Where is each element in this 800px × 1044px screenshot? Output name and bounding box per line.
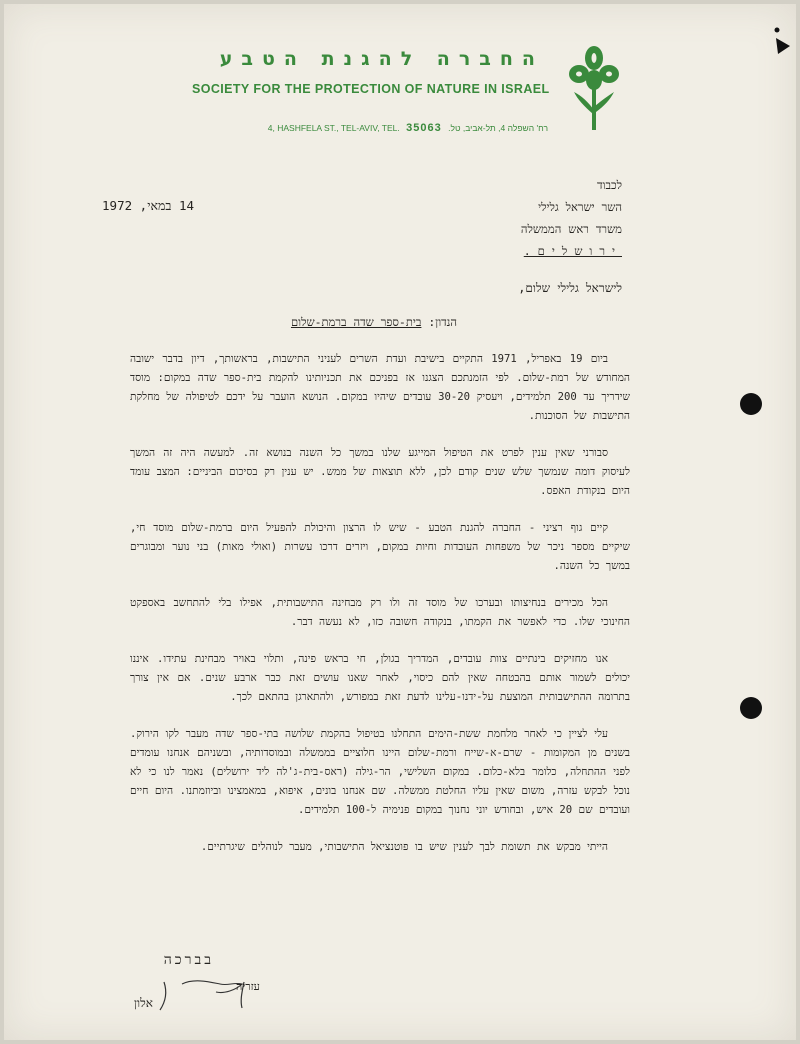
subject-text: בית-ספר שדה ברמת-שלום (290, 315, 422, 329)
letterhead-hebrew-name: החברה להגנת הטבע (219, 48, 544, 70)
signoff: בברכה (163, 952, 214, 968)
address-phone: 35063 (406, 122, 442, 134)
signer-first-name: עזריה (236, 980, 260, 993)
paragraph: ביום 19 באפריל, 1971 התקיים בישיבת ועדת השרים לעניני התישבות, בראשותך, דיון בדבר ישובה המחודש של רמת-שלום. לפי הזמנתכם הצגנו אז בפניכם את תכניותינו להקמת בית-ספר שדה במקום: מוסד שידריך עד 200 תלמידים, ויעסיק 30-20 עובדים שיהיו במקום. הנושא הועבר על ידכם לטיפולה של מחלקת התישבות של הסוכנות. (130, 353, 630, 422)
letterhead-address (204, 122, 548, 134)
recipient-block (394, 174, 622, 262)
signer-last-name: אלון (134, 996, 153, 1010)
letter-page (4, 4, 796, 1040)
letter-body (130, 350, 630, 875)
punch-hole (740, 697, 762, 719)
letter-date: 14 במאי, 1972 (102, 198, 194, 213)
paragraph: עלי לציין כי לאחר מלחמת ששת-הימים התחלנו בטיפול בהקמת שלושה בתי-ספר שדה מעבר לקו הירוק. בשנים מן המקומות - שרם-א-שייח ורמת-שלום היינו חלוציים בממשלה ובמוסדותיה, ובשניהם אנחנו עומדים לפני ההתחלה, כלומר בלא-כלום. במקום השלישי, הר-גילה (ראס-בית-ג'לה ליד ירושלים) נאמר לנו כי לא נוכל לבקש עזרה, משום שאין עליו החלטת ממשלה. שם אנחנו בונים, איפוא, במאמצינו וביוזמתנו. היום חיים ועובדים שם 20 איש, ובחודש יוני נחנוך במקום פנימיה ל-100 תלמידים. (130, 728, 630, 816)
recipient-office: משרד ראש הממשלה (520, 222, 622, 236)
recipient-to: לכבוד (596, 178, 622, 192)
address-hebrew: רח' השפלה 4, תל-אביב, טל. (448, 123, 548, 133)
corner-arrow-mark-icon (772, 26, 792, 56)
recipient-name: השר ישראל גלילי (538, 200, 622, 214)
paragraph: אנו מחזיקים בינתיים צוות עובדים, המדריך בגולן, חי בראש פינה, ותלוי באויר מבחינת עתידו. איננו יכולים לשמור אותם בהבטחה שאין להם כיסוי, לאחר שאנו עושים זאת כבר ארבע שנים. אם אין צורך בתרומה ההתישבותית המוצעת על-ידנו-עלינו לדעת זאת במפורש, ולהתארגן בהתאם לכך. (130, 653, 630, 703)
paragraph: סבורני שאין ענין לפרט את הטיפול המייגע שלנו במשך כל השנה בנושא זה. למעשה היה זה המשך לעיסוק דומה שנמשך שלש שנים קודם לכן, ללא תוצאות של ממש. יש ענין רק בסיכום הביניים: המצב עומד היום בנקודת האפס. (130, 447, 630, 497)
punch-hole (740, 393, 762, 415)
letterhead-english-name: SOCIETY FOR THE PROTECTION OF NATURE IN ISRAEL (192, 82, 550, 96)
recipient-city: ירושלים. (523, 244, 622, 258)
address-english: 4, HASHFELA ST., TEL-AVIV, TEL. (267, 123, 400, 133)
greeting: לישראל גלילי שלום, (518, 281, 622, 295)
paragraph: הכל מכירים בנחיצותו ובערכו של מוסד זה ולו רק מבחינה התישבותית, אפילו בלי להתחשב באספקט החינוכי שלו. כדי לאפשר את הקמתו, בנקודה חשובה כזו, לא נעשה דבר. (130, 597, 630, 628)
paragraph: קיים גוף רציני - החברה להגנת הטבע - שיש לו הרצון והיכולת להפעיל היום ברמת-שלום מוסד חי, שיקיים מספר ניכר של משפחות העובדות וחיות במקום, ויזרים דרכו עשרות (ואולי מאות) בני נוער ומבוגרים במשך כל השנה. (130, 522, 630, 572)
subject-line (204, 315, 544, 329)
subject-label: הנדון: (428, 315, 458, 329)
paragraph: הייתי מבקש את תשומת לבך לענין שיש בו פוטנציאל התישבותי, מעבר לנוהלים שיגרתיים. (200, 841, 608, 853)
iris-flower-logo-icon (566, 44, 622, 132)
